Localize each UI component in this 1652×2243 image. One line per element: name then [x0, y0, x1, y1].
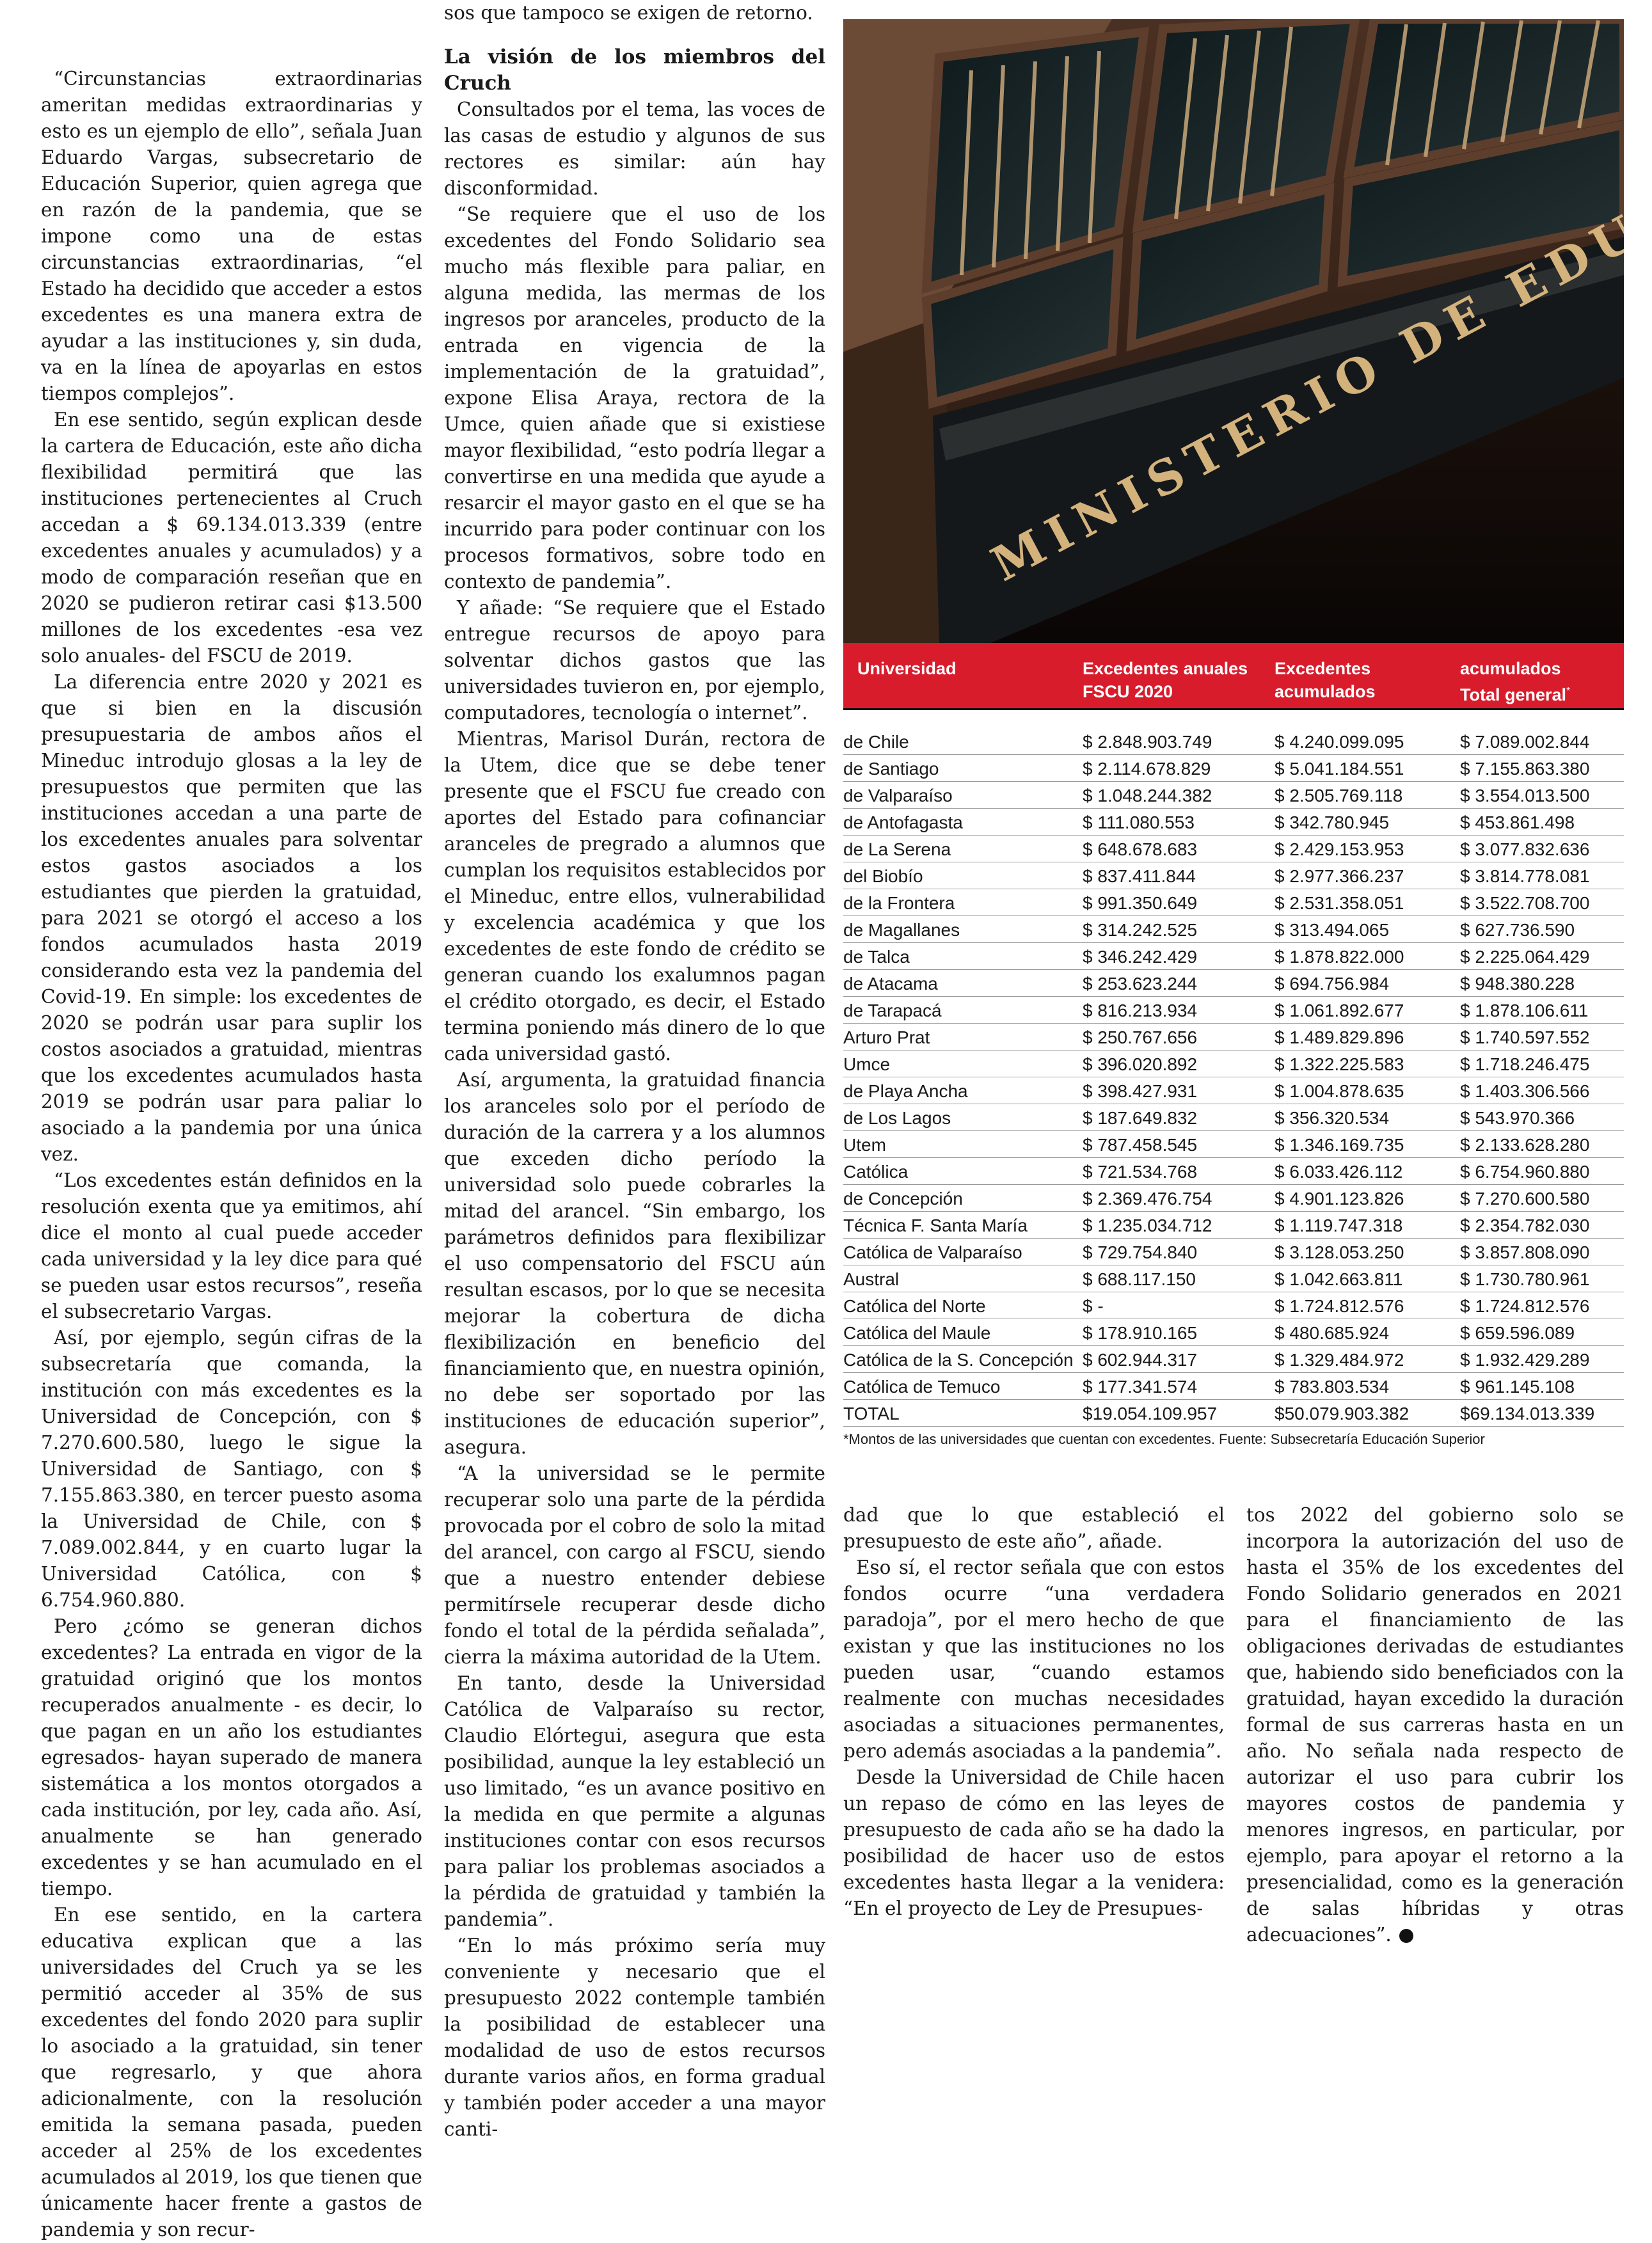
paragraph: Eso sí, el rector señala que con estos fondos ocurre “una verdadera paradoja”, por el mero hecho de que existan y que las instituciones no los pueden usar, “cuando estamos realmente con muchas necesidades asociadas a situaciones permanentes, pero además asociadas a la pandemia”. — [843, 1557, 1225, 1762]
university-name-cell: Católica de Temuco — [843, 1373, 1083, 1400]
amount-cell: $ 3.554.013.500 — [1460, 782, 1624, 809]
amount-cell: $ 648.678.683 — [1083, 836, 1275, 862]
amount-cell: $ 1.004.878.635 — [1275, 1077, 1460, 1104]
table-row — [843, 1319, 1624, 1346]
amount-cell: $ 250.767.656 — [1083, 1024, 1275, 1050]
university-name-cell: Técnica F. Santa María — [843, 1212, 1083, 1239]
paragraph: “Los excedentes están definidos en la resolución exenta que ya emitimos, ahí dice el monto al cual puede acceder cada universidad y la ley dice para qué se pueden usar estos recursos”, reseña el subsecretario Vargas. — [41, 1169, 422, 1322]
paragraph: “Se requiere que el uso de los excedentes del Fondo Solidario sea mucho más flexible para paliar, en alguna medida, las mermas de los ingresos por aranceles, producto de la entrada en vigencia de la implementación de la gratuidad”, expone Elisa Araya, rectora de la Umce, quien añade que si existiese mayor flexibilidad, “esto podría llegar a convertirse en una medida que ayude a resarcir el mayor gasto en el que se ha incurrido para poder continuar con los procesos formativos, sobre todo en contexto de pandemia”. — [444, 203, 825, 592]
amount-cell: $ 4.901.123.826 — [1275, 1185, 1460, 1212]
table-row — [843, 1239, 1624, 1265]
paragraph: En ese sentido, en la cartera educativa explican que a las universidades del Cruch ya se les permitió acceder al 35% de sus excedentes del fondo 2020 para suplir lo asociado a la gratuidad, sin tener que regresarlo, y que ahora adicionalmente, con la resolución emitida la semana pasada, pueden acceder al 25% de los excedentes acumulados al 2019, los que tienen que únicamente hacer frente a gastos de pandemia y son recur- — [41, 1904, 422, 2240]
article-column-1 — [41, 66, 422, 2243]
table-row — [843, 1185, 1624, 1212]
amount-cell: $ 816.213.934 — [1083, 997, 1275, 1024]
amount-cell: $ 7.270.600.580 — [1460, 1185, 1624, 1212]
amount-cell: $ 356.320.534 — [1275, 1104, 1460, 1131]
amount-cell: $ 7.155.863.380 — [1460, 755, 1624, 782]
table-row — [843, 836, 1624, 862]
amount-cell: $ 342.780.945 — [1275, 809, 1460, 836]
paragraph: “En lo más próximo sería muy conveniente y necesario que el presupuesto 2022 contemple también la posibilidad de establecer una modalidad de uso de estos recursos durante varios años, en forma gradual y también poder acceder a una mayor canti- — [444, 1935, 825, 2140]
paragraph: Desde la Universidad de Chile hacen un repaso de cómo en las leyes de presupuesto de cada año se ha dado la posibilidad de hacer uso de estos excedentes hasta llegar a la venidera: “En el proyecto de Ley de Presupues- — [843, 1766, 1225, 1919]
university-name-cell: Católica del Maule — [843, 1319, 1083, 1346]
amount-cell: $ 2.369.476.754 — [1083, 1185, 1275, 1212]
header-universidad: Universidad — [857, 659, 957, 678]
university-name-cell: de Chile — [843, 728, 1083, 755]
university-name-cell: de Talca — [843, 943, 1083, 970]
amount-cell: $ 721.534.768 — [1083, 1158, 1275, 1185]
table-row — [843, 1373, 1624, 1400]
header-excedentes-acumulados: Excedentes acumulados — [1275, 659, 1376, 701]
ministry-building-photo — [843, 19, 1624, 643]
university-name-cell: de La Serena — [843, 836, 1083, 862]
amount-cell: $ 2.133.628.280 — [1460, 1131, 1624, 1158]
amount-cell: $ 453.861.498 — [1460, 809, 1624, 836]
amount-cell: $ 3.522.708.700 — [1460, 889, 1624, 916]
amount-cell: $ 1.061.892.677 — [1275, 997, 1460, 1024]
amount-cell: $ 1.042.663.811 — [1275, 1265, 1460, 1292]
amount-cell: $ 2.977.366.237 — [1275, 862, 1460, 889]
amount-cell: $ 1.932.429.289 — [1460, 1346, 1624, 1373]
university-name-cell: Católica de la S. Concepción — [843, 1346, 1083, 1373]
university-name-cell: de Santiago — [843, 755, 1083, 782]
table-row — [843, 1131, 1624, 1158]
table-row — [843, 1346, 1624, 1373]
amount-cell: $ 2.505.769.118 — [1275, 782, 1460, 809]
amount-cell: $50.079.903.382 — [1275, 1400, 1460, 1427]
university-name-cell: de Valparaíso — [843, 782, 1083, 809]
amount-cell: $ 7.089.002.844 — [1460, 728, 1624, 755]
amount-cell: $ 602.944.317 — [1083, 1346, 1275, 1373]
table-row — [843, 728, 1624, 755]
table-row — [843, 1292, 1624, 1319]
amount-cell: $ 948.380.228 — [1460, 970, 1624, 997]
table-row — [843, 997, 1624, 1024]
amount-cell: $ 543.970.366 — [1460, 1104, 1624, 1131]
end-of-article-icon — [1399, 1929, 1413, 1943]
amount-cell: $ 3.077.832.636 — [1460, 836, 1624, 862]
university-name-cell: de Concepción — [843, 1185, 1083, 1212]
university-name-cell: de la Frontera — [843, 889, 1083, 916]
amount-cell: $ 787.458.545 — [1083, 1131, 1275, 1158]
amount-cell: $ 6.754.960.880 — [1460, 1158, 1624, 1185]
table-row — [843, 809, 1624, 836]
amount-cell: $19.054.109.957 — [1083, 1400, 1275, 1427]
paragraph: Consultados por el tema, las voces de las casas de estudio y algunos de sus rectores es similar: aún hay disconformidad. — [444, 99, 825, 199]
amount-cell: $ 1.403.306.566 — [1460, 1077, 1624, 1104]
table-row — [843, 889, 1624, 916]
university-name-cell: de Antofagasta — [843, 809, 1083, 836]
amount-cell: $ 1.119.747.318 — [1275, 1212, 1460, 1239]
amount-cell: $ 3.814.778.081 — [1460, 862, 1624, 889]
amount-cell: $ 1.878.822.000 — [1275, 943, 1460, 970]
paragraph: “A la universidad se le permite recuperar solo una parte de la pérdida provocada por el cobro de solo la mitad del arancel, con cargo al FSCU, siendo que a nuestro entender debiese permitírsele recuperar desde dicho fondo el total de la pérdida señalada”, cierra la máxima autoridad de la Utem. — [444, 1462, 825, 1668]
amount-cell: $ 5.041.184.551 — [1275, 755, 1460, 782]
table-row — [843, 1158, 1624, 1185]
amount-cell: $ 729.754.840 — [1083, 1239, 1275, 1265]
university-name-cell: de Playa Ancha — [843, 1077, 1083, 1104]
table-row — [843, 970, 1624, 997]
article-column-2 — [444, 0, 825, 2143]
amount-cell: $ 2.429.153.953 — [1275, 836, 1460, 862]
article-column-4 — [1246, 1502, 1624, 1948]
table-row — [843, 916, 1624, 943]
table-row — [843, 943, 1624, 970]
table-row — [843, 1024, 1624, 1050]
amount-cell: $ 1.724.812.576 — [1460, 1292, 1624, 1319]
amount-cell: $ 783.803.534 — [1275, 1373, 1460, 1400]
amount-cell: $ 2.354.782.030 — [1460, 1212, 1624, 1239]
university-name-cell: Austral — [843, 1265, 1083, 1292]
university-name-cell: Católica del Norte — [843, 1292, 1083, 1319]
amount-cell: $ 111.080.553 — [1083, 809, 1275, 836]
paragraph: Mientras, Marisol Durán, rectora de la Utem, dice que se debe tener presente que el FSCU fue creado con aportes del Estado para cofinanciar aranceles de pregrado a alumnos que cumplan los requisitos establecidos por el Mineduc, entre ellos, vulnerabilidad y excelencia académica y que los excedentes de este fondo de crédito se generan cuando los exalumnos pagan el crédito otorgado, es decir, el Estado termina poniendo más dinero de lo que cada universidad gastó. — [444, 728, 825, 1065]
university-name-cell: del Biobío — [843, 862, 1083, 889]
amount-cell: $ 3.857.808.090 — [1460, 1239, 1624, 1265]
article-column-3 — [843, 1502, 1225, 1922]
amount-cell: $ 2.114.678.829 — [1083, 755, 1275, 782]
table-row — [843, 862, 1624, 889]
amount-cell: $ 2.531.358.051 — [1275, 889, 1460, 916]
amount-cell: $ 659.596.089 — [1460, 1319, 1624, 1346]
table-row — [843, 782, 1624, 809]
amount-cell: $ 187.649.832 — [1083, 1104, 1275, 1131]
amount-cell: $ 1.489.829.896 — [1275, 1024, 1460, 1050]
amount-cell: $ 1.718.246.475 — [1460, 1050, 1624, 1077]
university-name-cell: de Tarapacá — [843, 997, 1083, 1024]
amount-cell: $ 991.350.649 — [1083, 889, 1275, 916]
table-row — [843, 1400, 1624, 1427]
amount-cell: $ 396.020.892 — [1083, 1050, 1275, 1077]
university-name-cell: Católica de Valparaíso — [843, 1239, 1083, 1265]
amount-cell: $ 480.685.924 — [1275, 1319, 1460, 1346]
amount-cell: $ 694.756.984 — [1275, 970, 1460, 997]
paragraph: Así, argumenta, la gratuidad financia los aranceles solo por el período de duración de la carrera y a los alumnos que exceden dicho período la universidad solo puede cobrarles la mitad del arancel. “Sin embargo, los parámetros definidos para flexibilizar el uso compensatorio del FSCU aún resultan escasos, por lo que se necesita mejorar la cobertura de dicha flexibilización en beneficio del financiamiento que, en nuestra opinión, no debe ser soportado por las instituciones de educación superior”, asegura. — [444, 1069, 825, 1458]
table-header — [843, 643, 1624, 710]
amount-cell: $ 3.128.053.250 — [1275, 1239, 1460, 1265]
amount-cell: $ 6.033.426.112 — [1275, 1158, 1460, 1185]
amount-cell: $ 627.736.590 — [1460, 916, 1624, 943]
amount-cell: $ 314.242.525 — [1083, 916, 1275, 943]
paragraph: La diferencia entre 2020 y 2021 es que si bien en la discusión presupuestaria de ambos años el Mineduc introdujo glosas a la ley de presupuestos que permiten que las instituciones accedan a una parte de los excedentes anuales para solventar estos gastos asociados a los estudiantes que pierden la gratuidad, para 2021 se otorgó el acceso a los fondos acumulados hasta 2019 considerando esta vez la pandemia del Covid-19. En simple: los excedentes de 2020 se podrán usar para suplir los costos asociados a gratuidad, mientras que los excedentes acumulados hasta 2019 se podrán usar para paliar lo asociado a la pandemia por una única vez. — [41, 671, 422, 1165]
university-name-cell: TOTAL — [843, 1400, 1083, 1427]
paragraph: En ese sentido, según explican desde la cartera de Educación, este año dicha flexibilidad permitirá que las instituciones pertenecientes al Cruch accedan a $ 69.134.013.339 (entre excedentes anuales y acumulados) y a modo de comparación reseñan que en 2020 se pudieron retirar casi $13.500 millones de los excedentes -esa vez solo anuales- del FSCU de 2019. — [41, 409, 422, 667]
amount-cell: $ - — [1083, 1292, 1275, 1319]
amount-cell: $ 2.848.903.749 — [1083, 728, 1275, 755]
amount-cell: $ 178.910.165 — [1083, 1319, 1275, 1346]
amount-cell: $ 346.242.429 — [1083, 943, 1275, 970]
amount-cell: $ 2.225.064.429 — [1460, 943, 1624, 970]
table-body — [843, 728, 1624, 1427]
amount-cell: $ 1.730.780.961 — [1460, 1265, 1624, 1292]
amount-cell: $ 1.740.597.552 — [1460, 1024, 1624, 1050]
continued-paragraph: sos que tampoco se exigen de retorno. — [444, 2, 813, 24]
amount-cell: $ 177.341.574 — [1083, 1373, 1275, 1400]
amount-cell: $ 253.623.244 — [1083, 970, 1275, 997]
amount-cell: $ 688.117.150 — [1083, 1265, 1275, 1292]
continued-paragraph: tos 2022 del gobierno solo se incorpora la autorización del uso de hasta el 35% de los excedentes del Fondo Solidario generados en 2021 para el financiamiento de las obligaciones derivadas de estudiantes que, habiendo sido beneficiados con la gratuidad, hayan excedido la duración formal de sus carreras hasta en un año. No señala nada respecto de autorizar el uso para cubrir los mayores costos de pandemia y menores ingresos, en particular, por ejemplo, para apoyar el retorno a la presencialidad, como es la generación de salas híbridas y otras adecuaciones”. — [1246, 1504, 1624, 1946]
table-row — [843, 1077, 1624, 1104]
amount-cell: $ 1.048.244.382 — [1083, 782, 1275, 809]
amount-cell: $ 1.235.034.712 — [1083, 1212, 1275, 1239]
amount-cell: $ 313.494.065 — [1275, 916, 1460, 943]
table-row — [843, 755, 1624, 782]
section-heading: La visión de los miembros del Cruch — [444, 45, 825, 95]
amount-cell: $ 4.240.099.095 — [1275, 728, 1460, 755]
amount-cell: $ 837.411.844 — [1083, 862, 1275, 889]
amount-cell: $ 1.724.812.576 — [1275, 1292, 1460, 1319]
university-name-cell: Utem — [843, 1131, 1083, 1158]
amount-cell: $ 961.145.108 — [1460, 1373, 1624, 1400]
amount-cell: $ 1.322.225.583 — [1275, 1050, 1460, 1077]
amount-cell: $ 1.878.106.611 — [1460, 997, 1624, 1024]
paragraph: Pero ¿cómo se generan dichos excedentes? La entrada en vigor de la gratuidad originó que los montos recuperados anualmente - es decir, lo que pagan en un año los estudiantes egresados- hayan superado de manera sistemática a los montos otorgados a cada institución, por ley, cada año. Así, anualmente se han generado excedentes y se han acumulado en el tiempo. — [41, 1615, 422, 1899]
header-total-general: acumulados Total general* — [1460, 659, 1571, 704]
university-name-cell: Católica — [843, 1158, 1083, 1185]
table-row — [843, 1050, 1624, 1077]
paragraph: Y añade: “Se requiere que el Estado entregue recursos de apoyo para solventar dichos gastos que las universidades tuvieron en, por ejemplo, computadores, tecnología o internet”. — [444, 597, 825, 724]
amount-cell: $ 1.329.484.972 — [1275, 1346, 1460, 1373]
university-name-cell: Arturo Prat — [843, 1024, 1083, 1050]
amount-cell: $69.134.013.339 — [1460, 1400, 1624, 1427]
university-name-cell: Umce — [843, 1050, 1083, 1077]
amount-cell: $ 398.427.931 — [1083, 1077, 1275, 1104]
table-row — [843, 1104, 1624, 1131]
surplus-table — [843, 643, 1624, 1427]
paragraph: “Circunstancias extraordinarias ameritan medidas extraordinarias y esto es un ejemplo de ello”, señala Juan Eduardo Vargas, subsecretario de Educación Superior, quien agrega que en razón de la pandemia, que se impone como una de estas circunstancias extraordinarias, “el Estado ha decidido que acceder a estos excedentes es una manera extra de ayudar a las instituciones y, sin duda, va en la línea de apoyarlas en estos tiempos complejos”. — [41, 68, 422, 404]
table-footnote: *Montos de las universidades que cuentan con excedentes. Fuente: Subsecretaría Educación Superior — [843, 1431, 1485, 1447]
paragraph: Así, por ejemplo, según cifras de la subsecretaría que comanda, la institución con más excedentes es la Universidad de Concepción, con $ 7.270.600.580, luego le sigue la Universidad de Santiago, con $ 7.155.863.380, en tercer puesto asoma la Universidad de Chile, con $ 7.089.002.844, y en cuarto lugar la Universidad Católica, con $ 6.754.960.880. — [41, 1327, 422, 1611]
university-name-cell: de Los Lagos — [843, 1104, 1083, 1131]
amount-cell: $ 1.346.169.735 — [1275, 1131, 1460, 1158]
table-row — [843, 1212, 1624, 1239]
header-excedentes-anuales: Excedentes anuales FSCU 2020 — [1083, 659, 1248, 701]
table-row — [843, 1265, 1624, 1292]
paragraph: En tanto, desde la Universidad Católica de Valparaíso su rector, Claudio Elórtegui, asegura que esta posibilidad, aunque la ley estableció un uso limitado, “es un avance positivo en la medida en que permite a algunas instituciones contar con esos recursos para paliar los problemas asociados a la pérdida de gratuidad y también la pandemia”. — [444, 1672, 825, 1930]
university-name-cell: de Magallanes — [843, 916, 1083, 943]
university-name-cell: de Atacama — [843, 970, 1083, 997]
continued-paragraph: dad que lo que estableció el presupuesto de este año”, añade. — [843, 1504, 1225, 1552]
